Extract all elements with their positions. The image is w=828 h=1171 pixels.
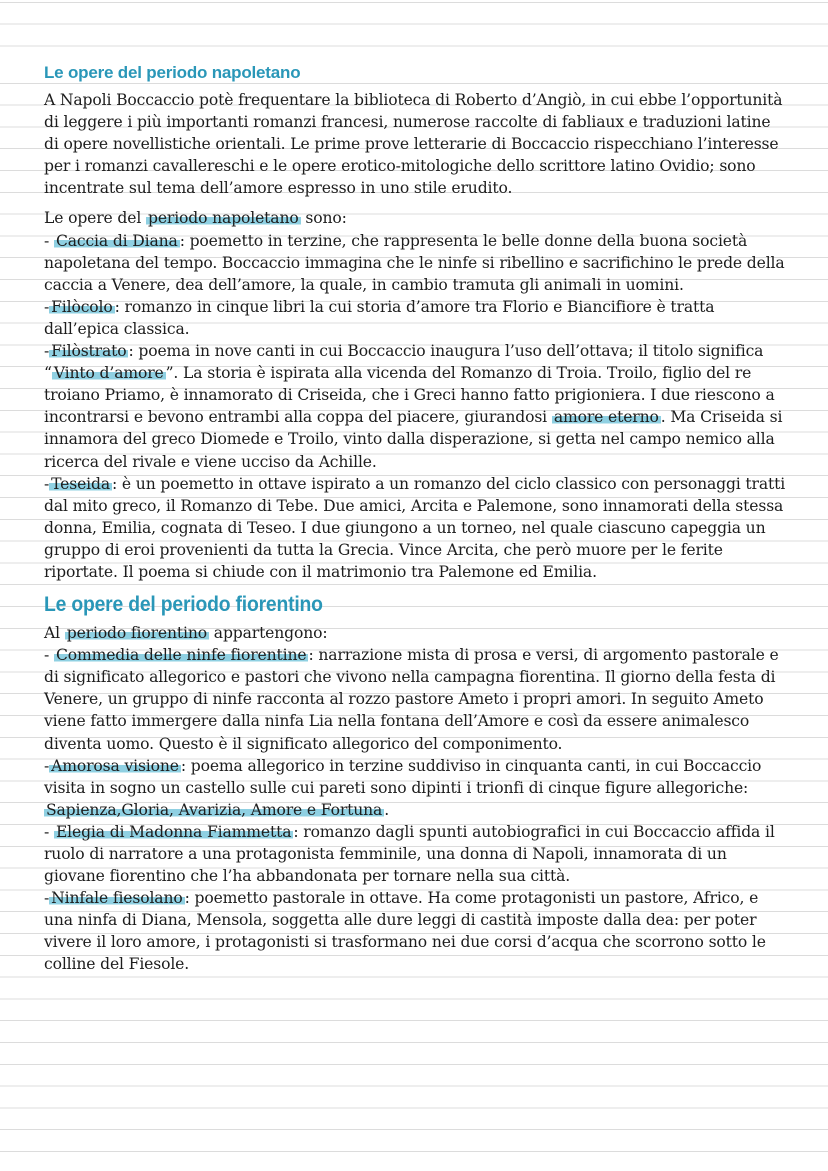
highlight: Vinto d’amore	[53, 364, 164, 383]
highlight: amore eterno	[553, 408, 659, 427]
section-napoletano	[44, 60, 788, 583]
work-title: Teseida	[51, 474, 110, 493]
work-title: Caccia di Diana	[55, 231, 178, 250]
work-entry: - Amorosa visione : poema allegorico in terzine suddiviso in cinquanta canti, in cui Boccaccio visita in sogno un castello sulle cui pareti sono dipinti i trionfi di cinque figure allegoriche: Sapienza,Gloria, Avarizia, Amore e Fortuna .	[44, 756, 762, 819]
section-heading: Le opere del periodo napoletano	[44, 63, 301, 82]
work-title: Filòcolo	[51, 297, 113, 316]
section-fiorentino	[44, 591, 788, 976]
highlight: periodo fiorentino	[66, 624, 207, 643]
highlight: Sapienza,Gloria, Avarizia, Amore e Fortuna	[46, 800, 383, 819]
work-title: Ninfale fiesolano	[51, 889, 183, 908]
work-title: Commedia delle ninfe fiorentine	[55, 646, 307, 665]
list-lead: Al periodo fiorentino appartengono:	[44, 624, 328, 643]
work-entry: - Filòstrato : poema in nove canti in cui Boccaccio inaugura l’uso dell’ottava; il titolo significa “ Vinto d’amore ”. La storia è ispirata alla vicenda del Romanzo di Troia. Troilo, figlio del re troiano Priamo, è innamorato di Criseida, che i Greci hanno fatto prigioniera. I due riescono a incontrarsi e bevono entrambi alla coppa del piacere, giurandosi amore eterno . Ma Criseida si innamora del greco Diomede e Troilo, vinto dalla disperazione, si getta nel campo nemico alla ricerca del rivale e viene ucciso da Achille.	[44, 342, 783, 471]
list-lead: Le opere del periodo napoletano sono:	[44, 209, 347, 228]
work-title: Elegia di Madonna Fiammetta	[55, 822, 292, 841]
work-entry: - Elegia di Madonna Fiammetta : romanzo dagli spunti autobiografici in cui Boccaccio affida il ruolo di narratore a una protagonista femminile, una donna di Napoli, innamorata di un giovane fiorentino che l’ha abbandonata per tornare nella sua città.	[44, 822, 775, 886]
highlight: periodo napoletano	[147, 209, 299, 228]
section-heading: Le opere del periodo fiorentino	[44, 593, 323, 617]
intro-paragraph: A Napoli Boccaccio potè frequentare la biblioteca di Roberto d’Angiò, in cui ebbe l’opportunità di leggere i più importanti romanzi francesi, numerose raccolte di fabliaux e traduzioni latine di opere novellistiche orientali. Le prime prove letterarie di Boccaccio rispecchiano l’interesse per i romanzi cavallereschi e le opere erotico-mitologiche dello scrittore latino Ovidio; sono incentrate sul tema dell’amore espresso in uno stile erudito.	[44, 91, 783, 198]
work-entry: - Commedia delle ninfe fiorentine : narrazione mista di prosa e versi, di argomento pastorale e di significato allegorico e pastori che vivono nella campagna fiorentina. Il giorno della festa di Venere, un gruppo di ninfe racconta al rozzo pastore Ameto i propri amori. In seguito Ameto viene fatto immergere dalla ninfa Lia nella fontana dell’Amore e così da essere animalesco diventa uomo. Questo è il significato allegorico del componimento.	[44, 646, 779, 753]
work-title: Filòstrato	[51, 342, 127, 361]
work-entry: - Teseida : è un poemetto in ottave ispirato a un romanzo del ciclo classico con personaggi tratti dal mito greco, il Romanzo di Tebe. Due amici, Arcita e Palemone, sono innamorati della stessa donna, Emilia, cognata di Teseo. I due giungono a un torneo, nel quale ciascuno capeggia un gruppo di eroi provenienti da tutta la Grecia. Vince Arcita, che però muore per le ferite riportate. Il poema si chiude con il matrimonio tra Palemone ed Emilia.	[44, 474, 786, 581]
work-entry: - Ninfale fiesolano : poemetto pastorale in ottave. Ha come protagonisti un pastore, Africo, e una ninfa di Diana, Mensola, soggetta alle dure leggi di castità imposte dalla dea: per poter vivere il loro amore, i protagonisti si trasformano nei due corsi d’acqua che scorrono sotto le colline del Fiesole.	[44, 889, 766, 974]
work-entry: - Caccia di Diana : poemetto in terzine, che rappresenta le belle donne della buona società napoletana del tempo. Boccaccio immagina che le ninfe si ribellino e sacrifichino le prede della caccia a Venere, dea dell’amore, la quale, in cambio tramuta gli animali in uomini.	[44, 231, 785, 294]
work-title: Amorosa visione	[51, 756, 179, 775]
work-entry: - Filòcolo : romanzo in cinque libri la cui storia d’amore tra Florio e Biancifiore è tratta dall’epica classica.	[44, 297, 715, 338]
